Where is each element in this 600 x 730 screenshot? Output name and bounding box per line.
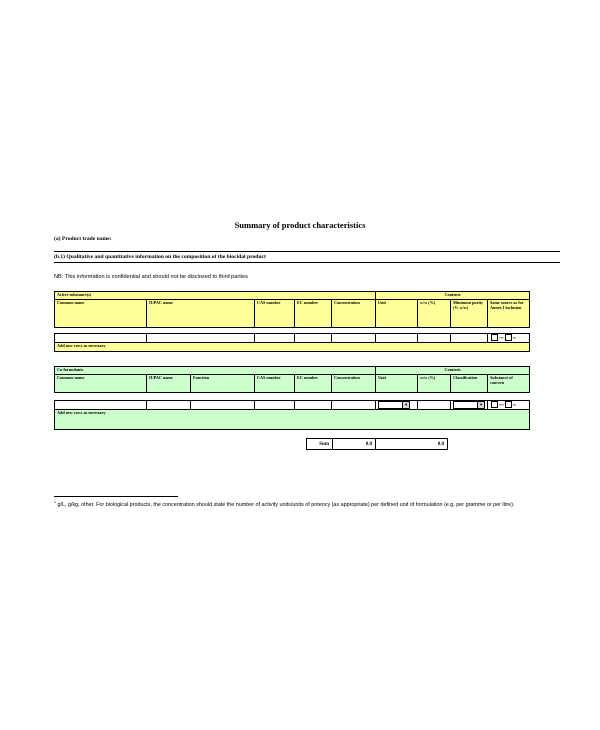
coformulant-group-row — [55, 367, 530, 375]
coformulant-header-row — [55, 375, 530, 393]
cf-function-cell[interactable] — [191, 401, 255, 410]
confidentiality-note: NB: This information is confidential and should not be disclosed to third parties — [54, 274, 248, 280]
cf-col-header-common-name: Common name — [55, 375, 147, 393]
cf-col-header-cas-number: CAS number — [255, 375, 295, 393]
coformulant-spacer-row — [55, 393, 530, 401]
cf-iupac-name-cell[interactable] — [147, 401, 191, 410]
col-header-minimum-purity: Minimum purity (% w/w) — [451, 300, 488, 328]
cf-common-name-cell[interactable] — [55, 401, 147, 410]
active-contents-label: Contents — [376, 292, 530, 300]
sum-value-ww: 0.0 — [376, 439, 448, 450]
coformulants-table — [54, 366, 530, 430]
section-a-heading: (a) Product trade name: — [54, 236, 112, 242]
active-yes-label: yes — [499, 335, 504, 340]
active-unit-cell[interactable] — [376, 334, 418, 343]
coformulant-input-row — [55, 401, 530, 410]
cf-classification-cell — [451, 401, 488, 410]
footnote — [54, 500, 554, 509]
active-group-label: Active substance(s) — [55, 292, 376, 300]
cf-ec-number-cell[interactable] — [295, 401, 332, 410]
coformulant-contents-label: Contents — [376, 367, 530, 375]
active-group-row — [55, 292, 530, 300]
cf-no-checkbox[interactable] — [505, 401, 512, 408]
active-ww-cell[interactable] — [418, 334, 451, 343]
footnote-text: g/L, g/kg, other. For biological products, the concentration should state the number of activity units/units of potency (as appropriate) per defined unit of formulation (e.g. per gramme or per litre). — [57, 501, 515, 508]
chevron-down-icon: ▼ — [477, 402, 484, 408]
coformulant-add-rows-row — [55, 410, 530, 430]
footnote-separator — [54, 496, 178, 497]
active-add-rows-label: Add new rows as necessary — [55, 343, 530, 352]
cf-classification-dropdown[interactable] — [453, 401, 485, 409]
cf-unit-dropdown[interactable] — [378, 401, 410, 409]
col-header-common-name: Common name — [55, 300, 147, 328]
sum-label: Sum — [307, 439, 333, 450]
active-no-checkbox[interactable] — [505, 334, 512, 341]
cf-substance-of-concern-cell — [488, 401, 530, 410]
cf-unit-cell — [376, 401, 418, 410]
col-header-iupac-name: IUPAC name — [147, 300, 255, 328]
active-ec-number-cell[interactable] — [295, 334, 332, 343]
cf-cas-number-cell[interactable] — [255, 401, 295, 410]
col-header-same-source: Same source as for Annex I inclusion — [488, 300, 530, 328]
cf-col-header-unit: Unit — [376, 375, 418, 393]
col-header-unit: Unit — [376, 300, 418, 328]
active-substances-table — [54, 291, 530, 352]
cf-yes-label: yes — [499, 402, 504, 407]
active-no-label: no — [512, 335, 517, 340]
col-header-cas-number: CAS number — [255, 300, 295, 328]
coformulant-add-rows-label: Add new rows as necessary — [55, 410, 530, 430]
active-common-name-cell[interactable] — [55, 334, 147, 343]
cf-ww-cell[interactable] — [418, 401, 451, 410]
cf-col-header-classification: Classification — [451, 375, 488, 393]
sum-table — [306, 438, 454, 450]
col-header-ww: w/w (%) — [418, 300, 451, 328]
cf-col-header-function: Function — [191, 375, 255, 393]
active-input-row — [55, 334, 530, 343]
footnote-marker: 1 — [54, 500, 56, 504]
cf-concentration-cell[interactable] — [332, 401, 376, 410]
active-purity-cell[interactable] — [451, 334, 488, 343]
document-title: Summary of product characteristics — [234, 220, 366, 230]
active-cas-number-cell[interactable] — [255, 334, 295, 343]
section-b1-bar — [54, 251, 560, 263]
active-yes-checkbox[interactable] — [491, 334, 498, 341]
cf-no-label: no — [512, 402, 517, 407]
active-header-row — [55, 300, 530, 328]
cf-col-header-concentration: Concentration — [332, 375, 376, 393]
cf-col-header-ww: w/w (%) — [418, 375, 451, 393]
cf-col-header-ec-number: EC number — [295, 375, 332, 393]
cf-col-header-iupac-name: IUPAC name — [147, 375, 191, 393]
active-concentration-cell[interactable] — [332, 334, 376, 343]
section-b1-heading: (b.1) Qualitative and quantitative information on the composition of the biocidal product — [54, 254, 266, 260]
col-header-ec-number: EC number — [295, 300, 332, 328]
cf-yes-checkbox[interactable] — [491, 401, 498, 408]
chevron-down-icon: ▼ — [402, 402, 409, 408]
active-same-source-cell — [488, 334, 530, 343]
active-iupac-name-cell[interactable] — [147, 334, 255, 343]
active-add-rows-row — [55, 343, 530, 352]
cf-col-header-substance-of-concern: Substance of concern — [488, 375, 530, 393]
sum-value-concentration: 0.0 — [333, 439, 376, 450]
col-header-concentration: Concentration — [332, 300, 376, 328]
coformulant-group-label: Co-formulants — [55, 367, 376, 375]
